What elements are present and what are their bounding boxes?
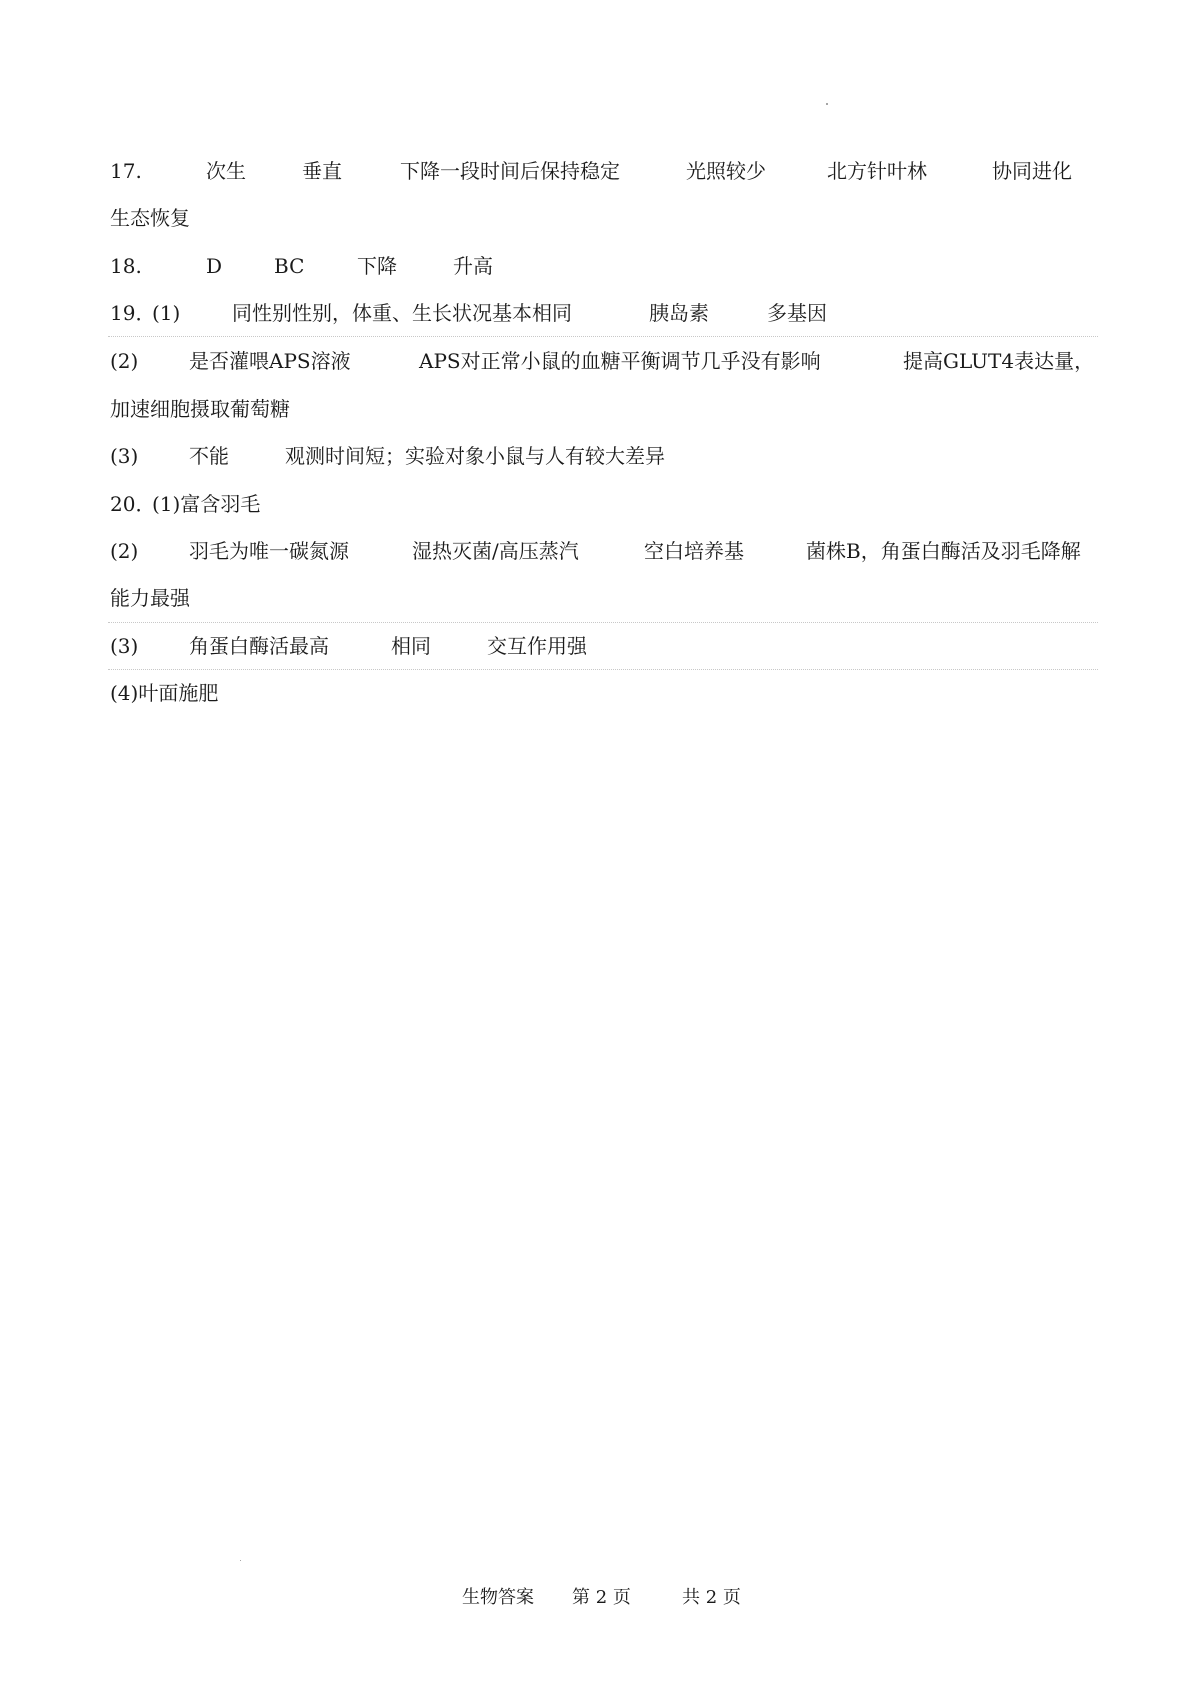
answer-item: 下降一段时间后保持稳定 — [400, 159, 620, 183]
answer-item: 是否灌喂APS溶液 — [189, 349, 351, 373]
dotted-divider — [108, 336, 1098, 337]
answer-item: 垂直 — [302, 159, 342, 183]
answer-item: 生态恢复 — [110, 206, 190, 230]
footer-page-current: 第 2 页 — [572, 1587, 631, 1608]
footer-page-total: 共 2 页 — [682, 1587, 741, 1608]
question-number: 18. — [110, 254, 142, 278]
answer-item: 提高GLUT4表达量， — [903, 349, 1095, 373]
answer-item: 次生 — [206, 159, 246, 183]
scan-speck — [826, 103, 828, 105]
answer-item: 交互作用强 — [487, 634, 587, 658]
question-number: 19． — [110, 301, 156, 325]
answer-item: 不能 — [189, 444, 229, 468]
answer-item: APS对正常小鼠的血糖平衡调节几乎没有影响 — [419, 349, 821, 373]
answer-item: 湿热灭菌/高压蒸汽 — [412, 539, 579, 563]
answer-item: 升高 — [453, 254, 493, 278]
part-label: (3) — [110, 444, 139, 468]
answer-item: 观测时间短；实验对象小鼠与人有较大差异 — [285, 444, 665, 468]
answer-item: 空白培养基 — [644, 539, 744, 563]
answer-item: 菌株B，角蛋白酶活及羽毛降解 — [806, 539, 1081, 563]
answer-item: 同性别性别，体重、生长状况基本相同 — [232, 301, 572, 325]
part-label: (1) — [152, 301, 181, 325]
page-footer — [0, 1583, 1200, 1609]
answer-item: BC — [274, 254, 305, 278]
answer-item: 能力最强 — [110, 586, 190, 610]
footer-subject: 生物答案 — [462, 1587, 534, 1608]
answer-item: 协同进化 — [992, 159, 1072, 183]
answer-item: 胰岛素 — [649, 301, 709, 325]
answer-item: 下降 — [357, 254, 397, 278]
answer-item: 加速细胞摄取葡萄糖 — [110, 397, 290, 421]
answer-item: 多基因 — [767, 301, 827, 325]
dotted-divider — [108, 669, 1098, 670]
part-label: (2) — [110, 539, 139, 563]
answer-item: (1)富含羽毛 — [152, 492, 261, 516]
answer-item: 北方针叶林 — [827, 159, 927, 183]
answer-item: 羽毛为唯一碳氮源 — [189, 539, 349, 563]
scan-speck — [240, 1560, 241, 1561]
answer-item: 相同 — [391, 634, 431, 658]
dotted-divider — [108, 622, 1098, 623]
part-label: (2) — [110, 349, 139, 373]
question-number: 20． — [110, 492, 156, 516]
question-number: 17. — [110, 159, 142, 183]
part-label: (3) — [110, 634, 139, 658]
answer-item: (4)叶面施肥 — [110, 681, 219, 705]
answer-item: 角蛋白酶活最高 — [189, 634, 329, 658]
answer-item: D — [206, 254, 223, 278]
answer-item: 光照较少 — [686, 159, 766, 183]
